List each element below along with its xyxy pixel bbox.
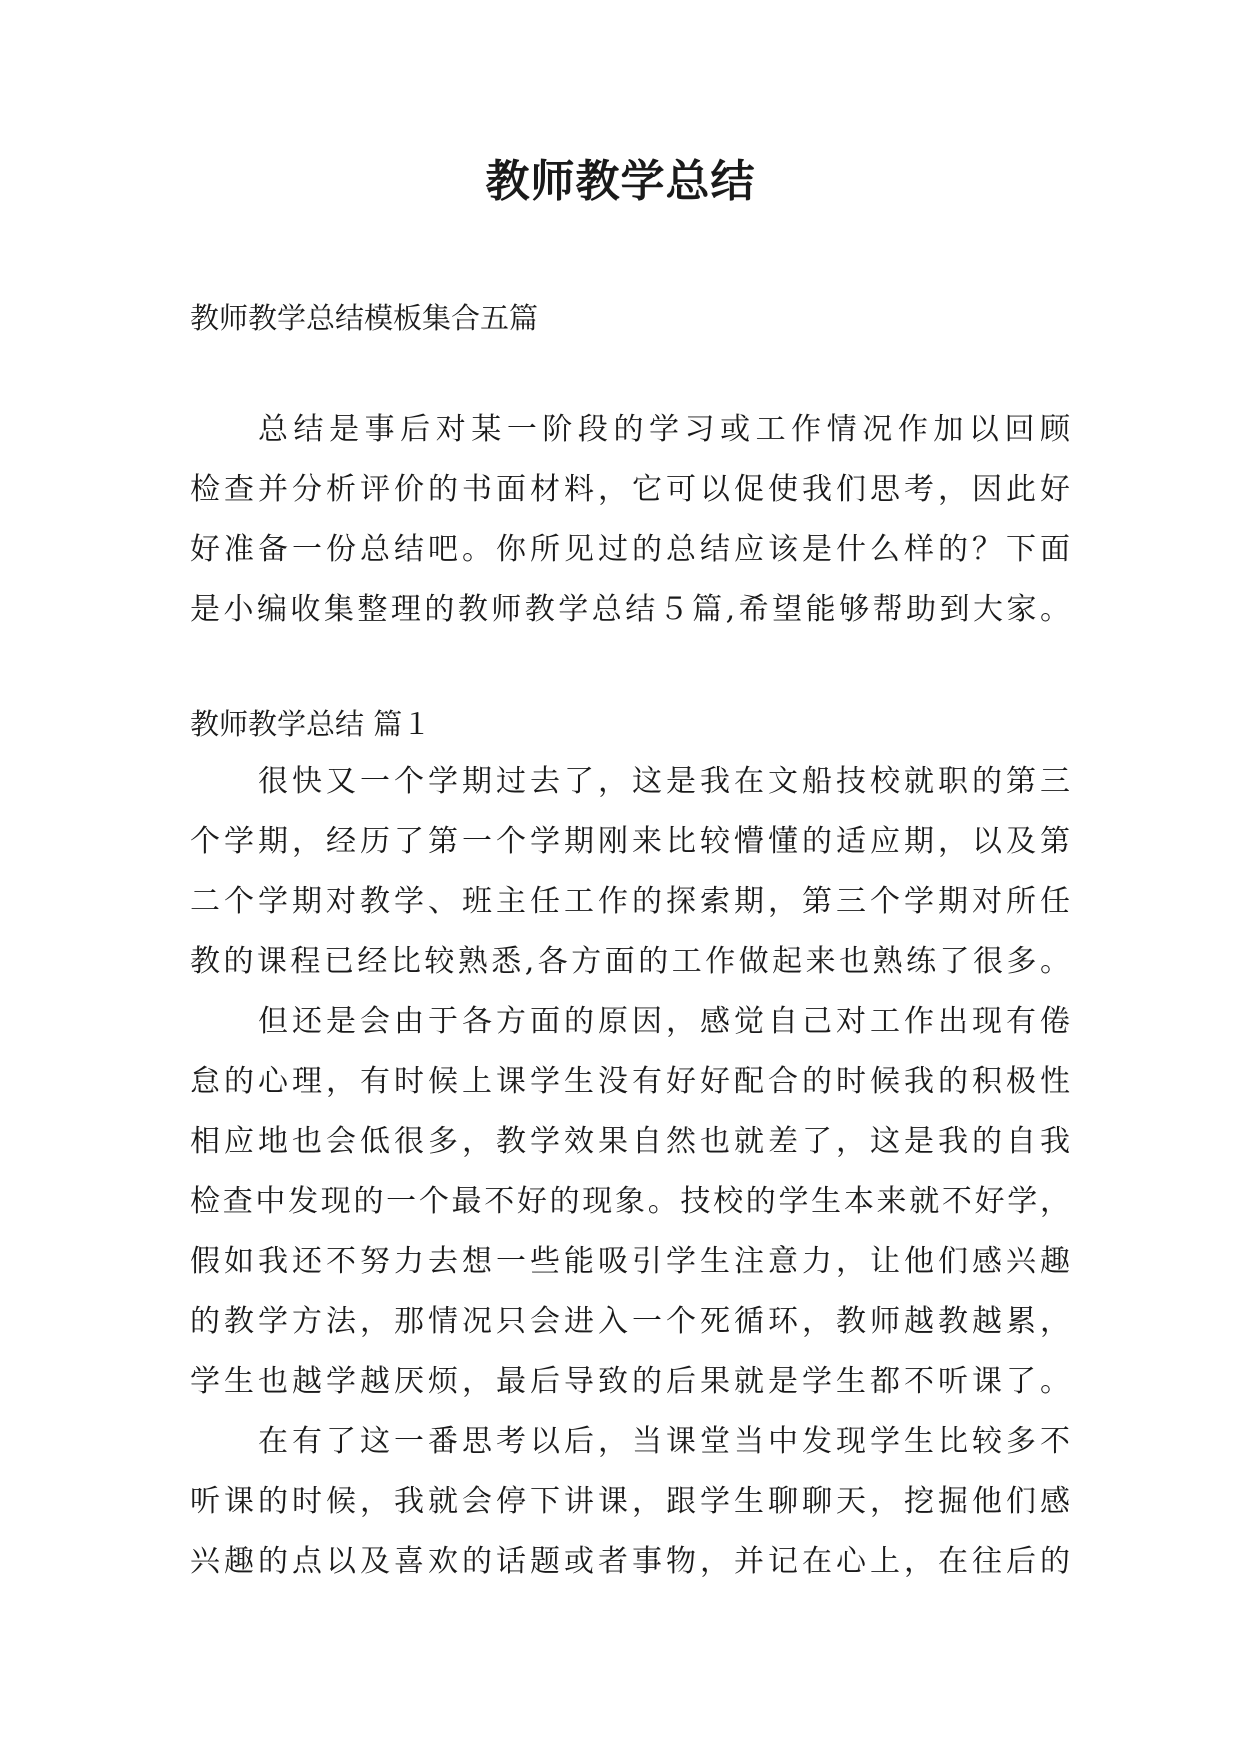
paragraph-line: 是小编收集整理的教师教学总结５篇,希望能够帮助到大家。 (190, 592, 1070, 627)
paragraph-line: 二个学期对教学、班主任工作的探索期，第三个学期对所任 (190, 884, 1070, 919)
paragraph-line: 怠的心理，有时候上课学生没有好好配合的时候我的积极性 (190, 1064, 1070, 1099)
section-heading: 教师教学总结 篇１ (190, 707, 432, 741)
paragraph (190, 1412, 1070, 1592)
paragraph-line: 检查中发现的一个最不好的现象。技校的学生本来就不好学， (190, 1184, 1070, 1219)
paragraph-line: 假如我还不努力去想一些能吸引学生注意力，让他们感兴趣 (190, 1244, 1070, 1279)
intro-paragraph (190, 400, 1070, 640)
paragraph-line: 好准备一份总结吧。你所见过的总结应该是什么样的？下面 (190, 532, 1070, 567)
section1-body (190, 752, 1070, 1592)
document-title: 教师教学总结 (485, 156, 756, 207)
paragraph-line: 相应地也会低很多，教学效果自然也就差了，这是我的自我 (190, 1124, 1070, 1159)
paragraph-line: 听课的时候，我就会停下讲课，跟学生聊聊天，挖掘他们感 (190, 1484, 1070, 1519)
paragraph-line: 检查并分析评价的书面材料，它可以促使我们思考，因此好 (190, 472, 1070, 507)
paragraph-line: 个学期，经历了第一个学期刚来比较懵懂的适应期，以及第 (190, 824, 1070, 859)
paragraph (190, 992, 1070, 1412)
paragraph-line: 在有了这一番思考以后，当课堂当中发现学生比较多不 (258, 1424, 1070, 1459)
paragraph-line: 兴趣的点以及喜欢的话题或者事物，并记在心上，在往后的 (190, 1544, 1070, 1579)
document-subtitle: 教师教学总结模板集合五篇 (190, 301, 539, 335)
paragraph (190, 752, 1070, 992)
paragraph-line: 教的课程已经比较熟悉,各方面的工作做起来也熟练了很多。 (190, 944, 1070, 979)
paragraph-line: 很快又一个学期过去了，这是我在文船技校就职的第三 (258, 764, 1070, 799)
paragraph-line: 的教学方法，那情况只会进入一个死循环，教师越教越累， (190, 1304, 1070, 1339)
paragraph-line: 学生也越学越厌烦，最后导致的后果就是学生都不听课了。 (190, 1364, 1070, 1399)
paragraph-line: 但还是会由于各方面的原因，感觉自己对工作出现有倦 (258, 1004, 1070, 1039)
paragraph-line: 总结是事后对某一阶段的学习或工作情况作加以回顾 (258, 412, 1070, 447)
